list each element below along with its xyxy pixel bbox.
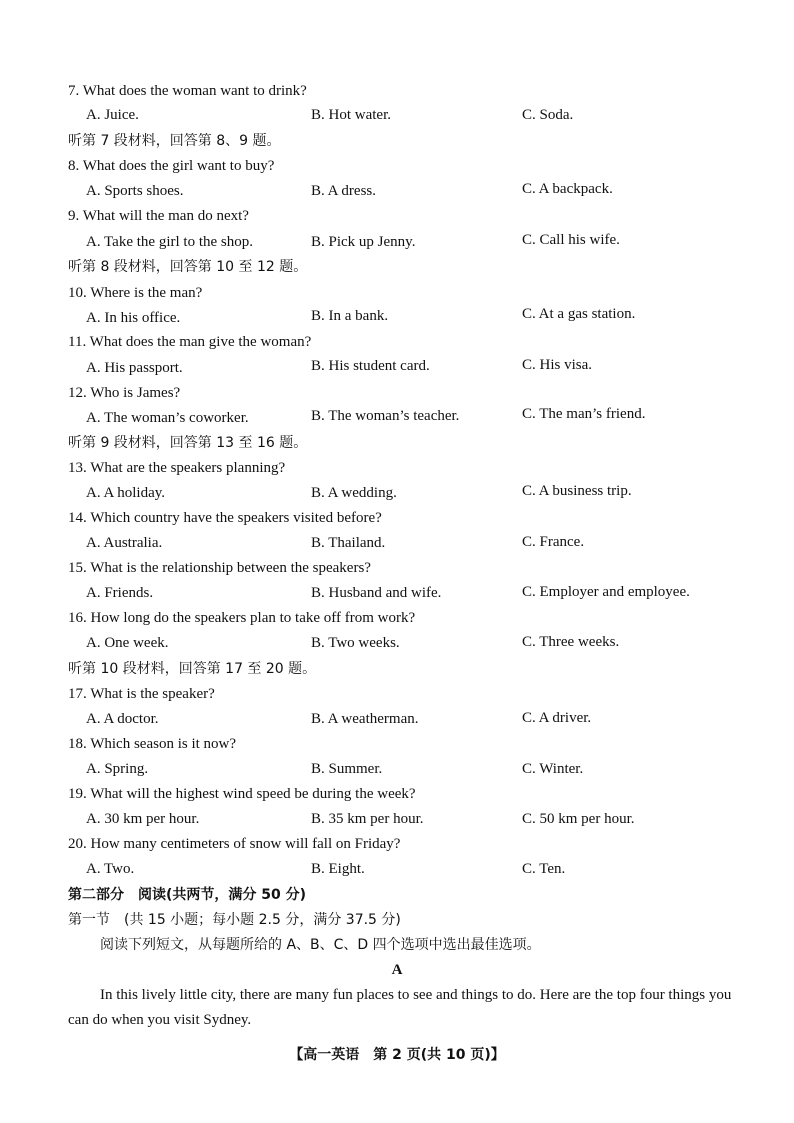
option-a: A. Take the girl to the shop. (86, 234, 253, 250)
option-c: C. A business trip. (522, 483, 632, 499)
question-19: 19. What will the highest wind speed be during the week? (68, 786, 416, 802)
section-heading-7: 听第 7 段材料，回答第 8、9 题。 (68, 133, 281, 149)
option-a: A. One week. (86, 635, 169, 651)
question-15: 15. What is the relationship between the speakers? (68, 560, 371, 576)
reading-instruction: 阅读下列短文，从每题所给的 A、B、C、D 四个选项中选出最佳选项。 (100, 937, 541, 953)
option-c: C. A driver. (522, 710, 592, 726)
option-b: B. Thailand. (311, 535, 386, 551)
section-heading-9: 听第 9 段材料，回答第 13 至 16 题。 (68, 435, 308, 451)
option-a: A. Australia. (86, 535, 163, 551)
question-11: 11. What does the man give the woman? (68, 334, 312, 350)
option-a: A. Two. (86, 861, 135, 877)
question-18: 18. Which season is it now? (68, 736, 237, 752)
question-13: 13. What are the speakers planning? (68, 460, 286, 476)
option-a: A. Juice. (86, 107, 139, 123)
part-two-heading: 第二部分 阅读(共两节，满分 50 分) (68, 887, 307, 903)
question-20: 20. How many centimeters of snow will fall on Friday? (68, 836, 401, 852)
question-7: 7. What does the woman want to drink? (68, 83, 307, 99)
option-b: B. Hot water. (311, 107, 391, 123)
question-16: 16. How long do the speakers plan to take off from work? (68, 610, 416, 626)
option-b: B. The woman’s teacher. (311, 408, 460, 424)
section-heading-8: 听第 8 段材料，回答第 10 至 12 题。 (68, 259, 308, 275)
option-b: B. Husband and wife. (311, 585, 442, 601)
option-b: B. In a bank. (311, 308, 389, 324)
option-c: C. At a gas station. (522, 306, 636, 322)
question-14: 14. Which country have the speakers visited before? (68, 510, 382, 526)
question-9: 9. What will the man do next? (68, 208, 249, 224)
option-b: B. Summer. (311, 761, 383, 777)
option-a: A. Sports shoes. (86, 183, 184, 199)
section-heading-10: 听第 10 段材料，回答第 17 至 20 题。 (68, 661, 317, 677)
question-10: 10. Where is the man? (68, 285, 203, 301)
option-a: A. His passport. (86, 360, 183, 376)
option-c: C. Soda. (522, 107, 574, 123)
option-c: C. Ten. (522, 861, 566, 877)
page-footer: 【高一英语 第 2 页(共 10 页)】 (289, 1047, 505, 1063)
option-b: B. Two weeks. (311, 635, 400, 651)
option-c: C. Winter. (522, 761, 584, 777)
option-c: C. Three weeks. (522, 634, 620, 650)
option-a: A. 30 km per hour. (86, 811, 200, 827)
passage-text: In this lively little city, there are many fun places to see and things to do. Here are the top four things you can do when you visit Sydney. (68, 987, 732, 1028)
option-a: A. Friends. (86, 585, 154, 601)
option-b: B. A dress. (311, 183, 377, 199)
option-a: A. A doctor. (86, 711, 159, 727)
option-c: C. 50 km per hour. (522, 811, 635, 827)
section-one-heading: 第一节 (共 15 小题；每小题 2.5 分，满分 37.5 分) (68, 912, 401, 928)
option-c: C. A backpack. (522, 181, 613, 197)
option-b: B. Eight. (311, 861, 365, 877)
option-b: B. Pick up Jenny. (311, 234, 416, 250)
option-c: C. His visa. (522, 357, 593, 373)
option-a: A. A holiday. (86, 485, 166, 501)
option-b: B. 35 km per hour. (311, 811, 424, 827)
option-b: B. His student card. (311, 358, 430, 374)
option-c: C. The man’s friend. (522, 406, 646, 422)
question-8: 8. What does the girl want to buy? (68, 158, 275, 174)
option-a: A. In his office. (86, 310, 181, 326)
option-c: C. France. (522, 534, 585, 550)
option-a: A. Spring. (86, 761, 149, 777)
passage-label: A (391, 962, 403, 978)
question-12: 12. Who is James? (68, 385, 181, 401)
question-17: 17. What is the speaker? (68, 686, 215, 702)
option-c: C. Employer and employee. (522, 584, 690, 600)
option-b: B. A weatherman. (311, 711, 419, 727)
option-c: C. Call his wife. (522, 232, 620, 248)
option-b: B. A wedding. (311, 485, 397, 501)
option-a: A. The woman’s coworker. (86, 410, 249, 426)
